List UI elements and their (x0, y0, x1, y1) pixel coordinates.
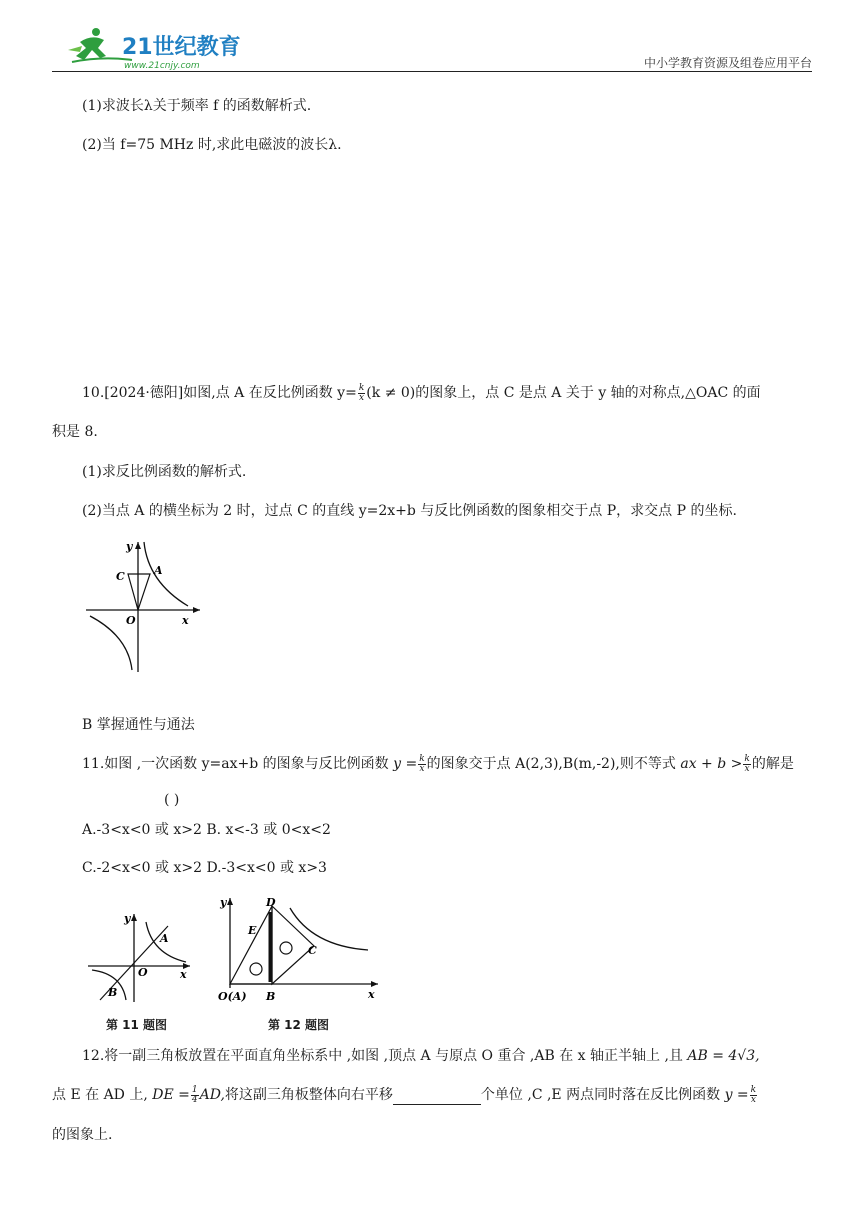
q11-options-row2: C.-2<x<0 或 x>2 D.-3<x<0 或 x>3 (82, 860, 327, 876)
svg-text:O: O (138, 966, 148, 979)
q9-part2: (2)当 f=75 MHz 时,求此电磁波的波长λ. (82, 137, 342, 153)
svg-text:x: x (182, 614, 189, 627)
q11-figure-caption: 第 11 题图 (106, 1018, 168, 1032)
svg-text:y: y (124, 912, 131, 925)
page-header (52, 26, 812, 74)
q11-options-row1: A.-3<x<0 或 x>2 B. x<-3 或 0<x<2 (82, 822, 331, 838)
q10-fraction: $\frac{k}{x}$ (358, 382, 365, 403)
logo-21cnjy (62, 26, 252, 72)
svg-text:D: D (266, 896, 276, 909)
svg-text:A: A (160, 932, 169, 945)
q10-stem-line2: 积是 8. (52, 424, 98, 440)
q11-answer-paren: ( ) (164, 792, 180, 808)
q10-part2: (2)当点 A 的横坐标为 2 时，过点 C 的直线 y=2x+b 与反比例函数的图象相交于点 P，求交点 P 的坐标. (82, 503, 737, 519)
q12-figure (216, 892, 386, 1006)
svg-text:www.21cnjy.com: www.21cnjy.com (124, 61, 200, 71)
svg-text:21世纪教育: 21世纪教育 (122, 35, 241, 60)
svg-text:C: C (308, 944, 317, 957)
q12-stem-line3: 的图象上. (52, 1127, 113, 1143)
q9-part1: (1)求波长λ关于频率 f 的函数解析式. (82, 98, 312, 114)
q10-figure (82, 536, 212, 676)
svg-text:B: B (108, 986, 118, 999)
q12-stem-line1: 12.将一副三角板放置在平面直角坐标系中 ,如图 ,顶点 A 与原点 O 重合 ,AB 在 x 轴正半轴上 ,且 AB = 4√3, (82, 1048, 760, 1064)
q12-answer-blank[interactable] (393, 1090, 481, 1105)
platform-name: 中小学教育资源及组卷应用平台 (643, 56, 812, 70)
q10-stem-line1: 10.[2024·德阳]如图,点 A 在反比例函数 y= $\frac{k}{x}$ (k ≠ 0)的图象上，点 C 是点 A 关于 y 轴的对称点,△OAC 的面 (82, 382, 761, 403)
svg-text:E: E (248, 924, 257, 937)
svg-text:B: B (266, 990, 276, 1003)
section-b-title: B 掌握通性与通法 (82, 717, 195, 733)
header-rule (52, 71, 812, 72)
svg-text:y: y (220, 896, 227, 909)
q12-figure-caption: 第 12 题图 (268, 1018, 330, 1032)
svg-text:A: A (154, 564, 163, 577)
svg-text:O(A): O(A) (218, 990, 247, 1003)
svg-text:C: C (116, 570, 125, 583)
svg-text:y: y (126, 540, 133, 553)
svg-text:x: x (368, 988, 375, 1001)
svg-text:x: x (180, 968, 187, 981)
q12-stem-line2: 点 E 在 AD 上, DE = $\frac{1}{4}$ AD,将这副三角板整体向右平移 个单位 ,C ,E 两点同时落在反比例函数 y = $\frac{k}{x}$ (52, 1084, 757, 1105)
q11-stem-line1: 11.如图 ,一次函数 y=ax+b 的图象与反比例函数 y = $\frac{k}{x}$ 的图象交于点 A(2,3),B(m,-2),则不等式 ax + b > $\frac{k}{x}$ 的解是 (82, 753, 794, 774)
q11-figure (86, 908, 196, 1004)
svg-text:O: O (126, 614, 136, 627)
q10-part1: (1)求反比例函数的解析式. (82, 464, 247, 480)
